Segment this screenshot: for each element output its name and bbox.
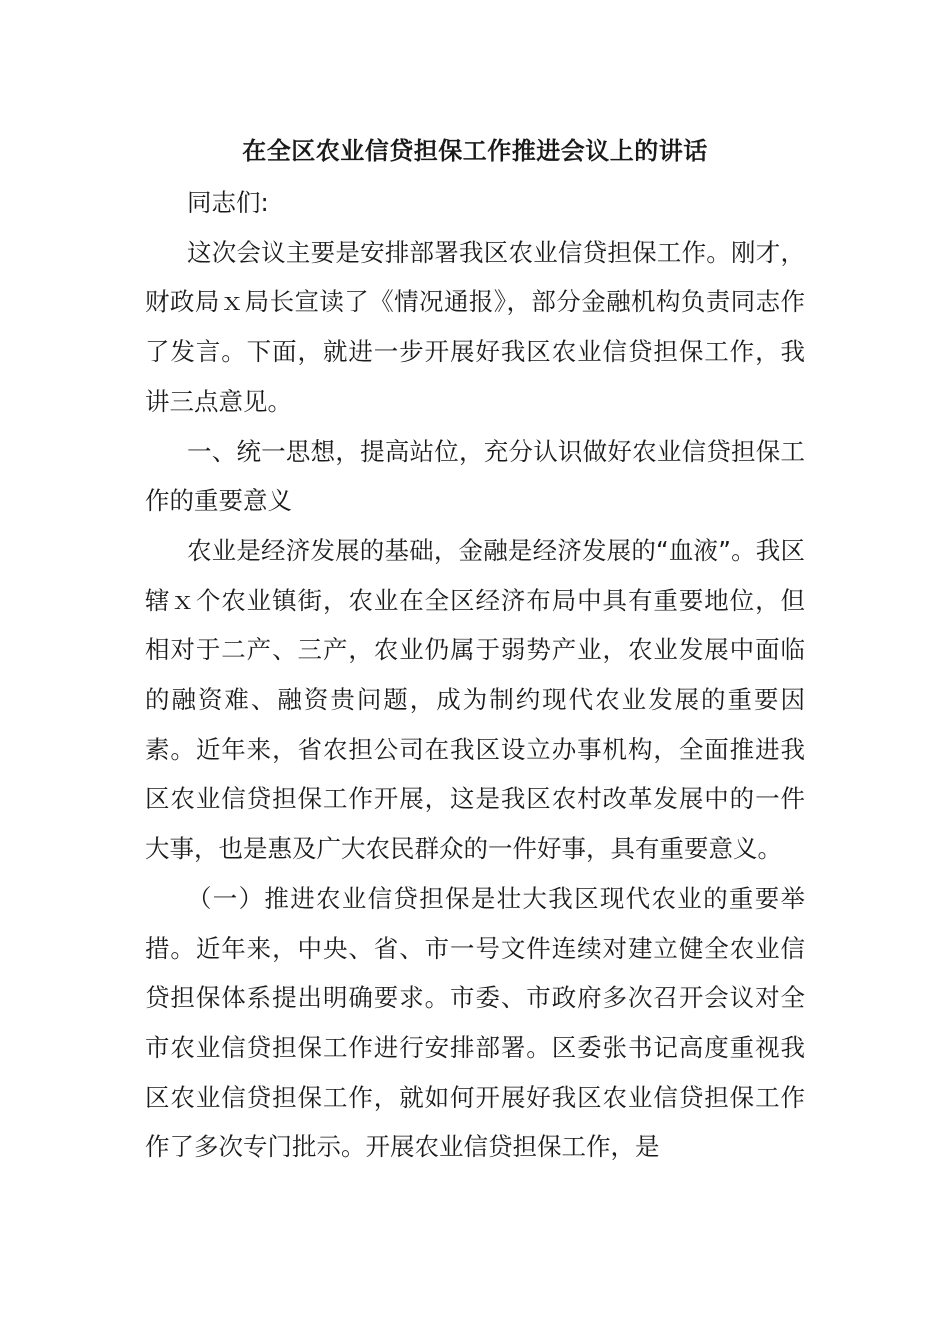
intro-paragraph: 这次会议主要是安排部署我区农业信贷担保工作。刚才，财政局ｘ局长宣读了《情况通报》，部分金融机构负责同志作了发言。下面，就进一步开展好我区农业信贷担保工作，我讲三点意见。 <box>145 237 805 416</box>
body-paragraph-2: （一）推进农业信贷担保是壮大我区现代农业的重要举措。近年来，中央、省、市一号文件连续对建立健全农业信贷担保体系提出明确要求。市委、市政府多次召开会议对全市农业信贷担保工作进行安排部署。区委张书记高度重视我区农业信贷担保工作，就如何开展好我区农业信贷担保工作作了多次专门批示。开展农业信贷担保工作，是 <box>145 883 805 1162</box>
salutation-paragraph: 同志们: <box>187 188 269 217</box>
section-heading-1: 一、统一思想，提高站位，充分认识做好农业信贷担保工作的重要意义 <box>145 436 805 516</box>
body-paragraph-1: 农业是经济发展的基础，金融是经济发展的“血液”。我区辖ｘ个农业镇街，农业在全区经济布局中具有重要地位，但相对于二产、三产，农业仍属于弱势产业，农业发展中面临的融资难、融资贵问题，成为制约现代农业发展的重要因素。近年来，省农担公司在我区设立办事机构，全面推进我区农业信贷担保工作开展，这是我区农村改革发展中的一件大事，也是惠及广大农民群众的一件好事，具有重要意义。 <box>145 535 805 864</box>
document-body <box>145 178 805 1172</box>
document-title: 在全区农业信贷担保工作推进会议上的讲话 <box>242 137 708 165</box>
